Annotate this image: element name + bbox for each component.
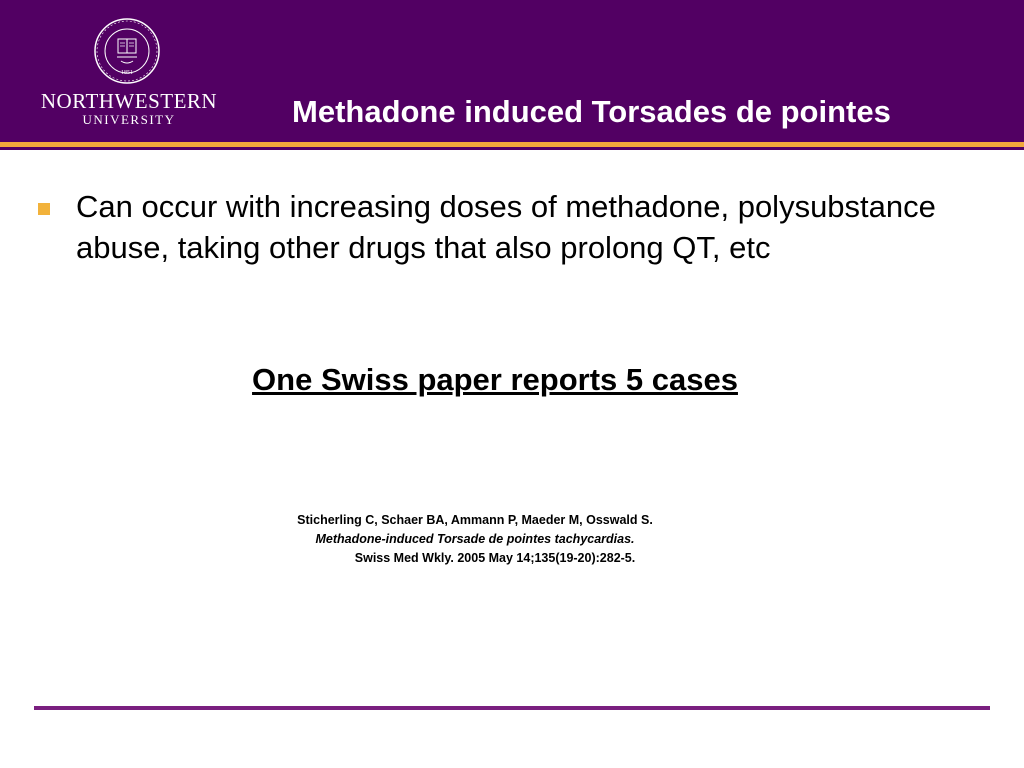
citation-title: Methadone-induced Torsade de pointes tachycardias. (315, 532, 635, 546)
bullet-item: Can occur with increasing doses of methadone, polysubstance abuse, taking other drugs that also prolong QT, etc (76, 189, 936, 265)
university-seal-icon (93, 17, 161, 85)
citation-authors: Sticherling C, Schaer BA, Ammann P, Maeder M, Osswald S. (297, 513, 653, 527)
citation-journal: Swiss Med Wkly. 2005 May 14;135(19-20):282-5. (354, 551, 636, 565)
citation (250, 511, 700, 568)
wordmark-line2: UNIVERSITY (82, 112, 176, 127)
square-bullet-icon (38, 203, 50, 215)
university-wordmark (34, 90, 224, 128)
subheading: One Swiss paper reports 5 cases (252, 362, 738, 397)
svg-text:1851: 1851 (121, 70, 133, 76)
slide-header (0, 0, 1024, 142)
footer-rule (34, 706, 990, 710)
header-thin-rule (0, 147, 1024, 150)
wordmark-line1: NORTHWESTERN (40, 89, 218, 113)
slide-title: Methadone induced Torsades de pointes (292, 94, 891, 129)
